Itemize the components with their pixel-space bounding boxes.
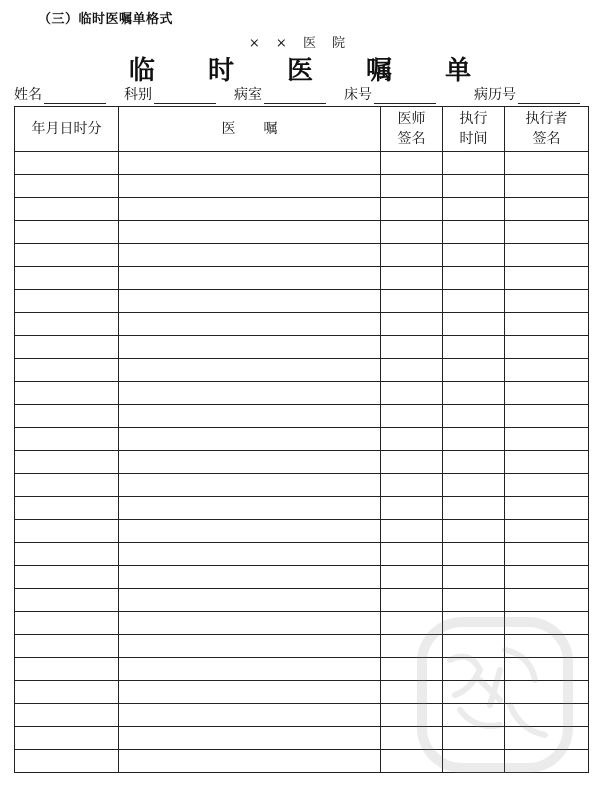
- table-row: [15, 359, 589, 382]
- datetime-cell[interactable]: [15, 704, 119, 727]
- doctor-signature-cell[interactable]: [381, 152, 443, 175]
- doctor-signature-header-line-2: 签名: [397, 131, 426, 147]
- order-cell[interactable]: [119, 612, 381, 635]
- executor-signature-cell[interactable]: [505, 313, 589, 336]
- execution-time-cell[interactable]: [443, 543, 505, 566]
- ward-blank[interactable]: [264, 88, 326, 104]
- order-cell[interactable]: [119, 451, 381, 474]
- doctor-signature-cell[interactable]: [381, 267, 443, 290]
- datetime-cell[interactable]: [15, 566, 119, 589]
- doctor-signature-cell[interactable]: [381, 451, 443, 474]
- execution-time-cell[interactable]: [443, 313, 505, 336]
- doctor-signature-cell[interactable]: [381, 175, 443, 198]
- table-row: [15, 221, 589, 244]
- doctor-signature-cell[interactable]: [381, 359, 443, 382]
- datetime-cell[interactable]: [15, 198, 119, 221]
- executor-signature-cell[interactable]: [505, 382, 589, 405]
- doctor-signature-cell[interactable]: [381, 405, 443, 428]
- medical-record-number-blank[interactable]: [518, 88, 580, 104]
- doctor-signature-cell[interactable]: [381, 474, 443, 497]
- order-cell[interactable]: [119, 313, 381, 336]
- executor-signature-header-line-2: 签名: [532, 131, 561, 147]
- table-header-row: [15, 107, 589, 152]
- table-row: [15, 382, 589, 405]
- datetime-cell[interactable]: [15, 451, 119, 474]
- table-row: [15, 451, 589, 474]
- executor-signature-cell[interactable]: [505, 497, 589, 520]
- executor-signature-column-header: [505, 107, 589, 152]
- table-row: [15, 198, 589, 221]
- executor-signature-cell[interactable]: [505, 589, 589, 612]
- execution-time-cell[interactable]: [443, 497, 505, 520]
- executor-signature-cell[interactable]: [505, 543, 589, 566]
- order-cell[interactable]: [119, 244, 381, 267]
- datetime-cell[interactable]: [15, 474, 119, 497]
- datetime-cell[interactable]: [15, 750, 119, 773]
- execution-time-cell[interactable]: [443, 221, 505, 244]
- datetime-cell[interactable]: [15, 658, 119, 681]
- executor-signature-cell[interactable]: [505, 198, 589, 221]
- order-cell[interactable]: [119, 474, 381, 497]
- datetime-header-text: 年月日时分: [31, 121, 102, 137]
- datetime-cell[interactable]: [15, 382, 119, 405]
- table-row: [15, 543, 589, 566]
- order-cell[interactable]: [119, 704, 381, 727]
- seal-watermark-icon: [410, 610, 580, 780]
- execution-time-cell[interactable]: [443, 152, 505, 175]
- datetime-cell[interactable]: [15, 336, 119, 359]
- order-cell[interactable]: [119, 221, 381, 244]
- execution-time-cell[interactable]: [443, 382, 505, 405]
- executor-signature-cell[interactable]: [505, 520, 589, 543]
- doctor-signature-cell[interactable]: [381, 520, 443, 543]
- bed-number-label: 床号: [344, 87, 372, 103]
- execution-time-cell[interactable]: [443, 451, 505, 474]
- order-cell[interactable]: [119, 290, 381, 313]
- order-cell[interactable]: [119, 681, 381, 704]
- datetime-cell[interactable]: [15, 267, 119, 290]
- datetime-cell[interactable]: [15, 152, 119, 175]
- datetime-cell[interactable]: [15, 405, 119, 428]
- name-label: 姓名: [14, 87, 42, 103]
- executor-signature-cell[interactable]: [505, 152, 589, 175]
- bed-number-blank[interactable]: [374, 88, 436, 104]
- doctor-signature-cell[interactable]: [381, 382, 443, 405]
- ward-field[interactable]: [234, 84, 326, 104]
- table-row: [15, 152, 589, 175]
- execution-time-cell[interactable]: [443, 474, 505, 497]
- doctor-signature-column-header: [381, 107, 443, 152]
- datetime-cell[interactable]: [15, 244, 119, 267]
- execution-time-cell[interactable]: [443, 267, 505, 290]
- table-row: [15, 313, 589, 336]
- execution-time-cell[interactable]: [443, 359, 505, 382]
- order-cell[interactable]: [119, 635, 381, 658]
- datetime-cell[interactable]: [15, 681, 119, 704]
- execution-time-cell[interactable]: [443, 428, 505, 451]
- datetime-column-header: [15, 107, 119, 152]
- order-cell[interactable]: [119, 566, 381, 589]
- name-blank[interactable]: [44, 88, 106, 104]
- order-header-char-1: 医: [221, 121, 236, 137]
- department-field[interactable]: [124, 84, 216, 104]
- order-cell[interactable]: [119, 267, 381, 290]
- order-cell[interactable]: [119, 382, 381, 405]
- executor-signature-cell[interactable]: [505, 244, 589, 267]
- table-row: [15, 336, 589, 359]
- execution-time-cell[interactable]: [443, 405, 505, 428]
- datetime-cell[interactable]: [15, 543, 119, 566]
- datetime-cell[interactable]: [15, 612, 119, 635]
- executor-signature-cell[interactable]: [505, 175, 589, 198]
- executor-signature-cell[interactable]: [505, 290, 589, 313]
- order-cell[interactable]: [119, 428, 381, 451]
- datetime-cell[interactable]: [15, 175, 119, 198]
- datetime-cell[interactable]: [15, 428, 119, 451]
- order-cell[interactable]: [119, 152, 381, 175]
- table-row: [15, 520, 589, 543]
- executor-signature-cell[interactable]: [505, 474, 589, 497]
- doctor-signature-cell[interactable]: [381, 221, 443, 244]
- executor-signature-cell[interactable]: [505, 428, 589, 451]
- bed-number-field[interactable]: [344, 84, 436, 104]
- doctor-signature-header-line-1: 医师: [397, 111, 426, 127]
- execution-time-cell[interactable]: [443, 589, 505, 612]
- table-row: [15, 175, 589, 198]
- datetime-cell[interactable]: [15, 290, 119, 313]
- order-header-char-2: 嘱: [263, 121, 278, 137]
- execution-time-cell[interactable]: [443, 520, 505, 543]
- table-row: [15, 290, 589, 313]
- datetime-cell[interactable]: [15, 359, 119, 382]
- table-row: [15, 474, 589, 497]
- order-cell[interactable]: [119, 497, 381, 520]
- order-cell[interactable]: [119, 520, 381, 543]
- doctor-signature-cell[interactable]: [381, 543, 443, 566]
- doctor-signature-cell[interactable]: [381, 244, 443, 267]
- medical-record-number-label: 病历号: [474, 87, 516, 103]
- execution-time-cell[interactable]: [443, 290, 505, 313]
- order-cell[interactable]: [119, 589, 381, 612]
- execution-time-cell[interactable]: [443, 336, 505, 359]
- doctor-signature-cell[interactable]: [381, 313, 443, 336]
- execution-time-cell[interactable]: [443, 175, 505, 198]
- execution-time-header-line-2: 时间: [459, 131, 488, 147]
- table-row: [15, 589, 589, 612]
- datetime-cell[interactable]: [15, 520, 119, 543]
- doctor-signature-cell[interactable]: [381, 589, 443, 612]
- table-row: [15, 428, 589, 451]
- datetime-cell[interactable]: [15, 313, 119, 336]
- doctor-signature-cell[interactable]: [381, 497, 443, 520]
- executor-signature-cell[interactable]: [505, 566, 589, 589]
- doctor-signature-cell[interactable]: [381, 290, 443, 313]
- executor-signature-cell[interactable]: [505, 451, 589, 474]
- datetime-cell[interactable]: [15, 221, 119, 244]
- department-blank[interactable]: [154, 88, 216, 104]
- name-field[interactable]: [14, 84, 106, 104]
- table-row: [15, 244, 589, 267]
- doctor-signature-cell[interactable]: [381, 336, 443, 359]
- order-cell[interactable]: [119, 750, 381, 773]
- execution-time-cell[interactable]: [443, 244, 505, 267]
- patient-info-row: [14, 84, 586, 104]
- department-label: 科别: [124, 87, 152, 103]
- executor-signature-cell[interactable]: [505, 221, 589, 244]
- datetime-cell[interactable]: [15, 635, 119, 658]
- datetime-cell[interactable]: [15, 497, 119, 520]
- order-cell[interactable]: [119, 543, 381, 566]
- execution-time-cell[interactable]: [443, 566, 505, 589]
- order-cell[interactable]: [119, 336, 381, 359]
- medical-record-number-field[interactable]: [474, 84, 580, 104]
- order-cell[interactable]: [119, 175, 381, 198]
- execution-time-header-line-1: 执行: [459, 111, 488, 127]
- executor-signature-header-line-1: 执行者: [525, 111, 568, 127]
- section-heading: （三）临时医嘱单格式: [38, 12, 174, 27]
- order-cell[interactable]: [119, 405, 381, 428]
- ward-label: 病室: [234, 87, 262, 103]
- executor-signature-cell[interactable]: [505, 359, 589, 382]
- execution-time-column-header: [443, 107, 505, 152]
- doctor-signature-cell[interactable]: [381, 428, 443, 451]
- hospital-name: × × 医 院: [248, 36, 352, 51]
- order-cell[interactable]: [119, 198, 381, 221]
- form-title: 临 时 医 嘱 单: [128, 56, 494, 86]
- order-cell[interactable]: [119, 727, 381, 750]
- executor-signature-cell[interactable]: [505, 336, 589, 359]
- order-column-header: [119, 107, 381, 152]
- executor-signature-cell[interactable]: [505, 267, 589, 290]
- table-row: [15, 497, 589, 520]
- datetime-cell[interactable]: [15, 727, 119, 750]
- order-cell[interactable]: [119, 658, 381, 681]
- order-cell[interactable]: [119, 359, 381, 382]
- execution-time-cell[interactable]: [443, 198, 505, 221]
- table-row: [15, 405, 589, 428]
- table-row: [15, 566, 589, 589]
- doctor-signature-cell[interactable]: [381, 566, 443, 589]
- datetime-cell[interactable]: [15, 589, 119, 612]
- executor-signature-cell[interactable]: [505, 405, 589, 428]
- doctor-signature-cell[interactable]: [381, 198, 443, 221]
- table-row: [15, 267, 589, 290]
